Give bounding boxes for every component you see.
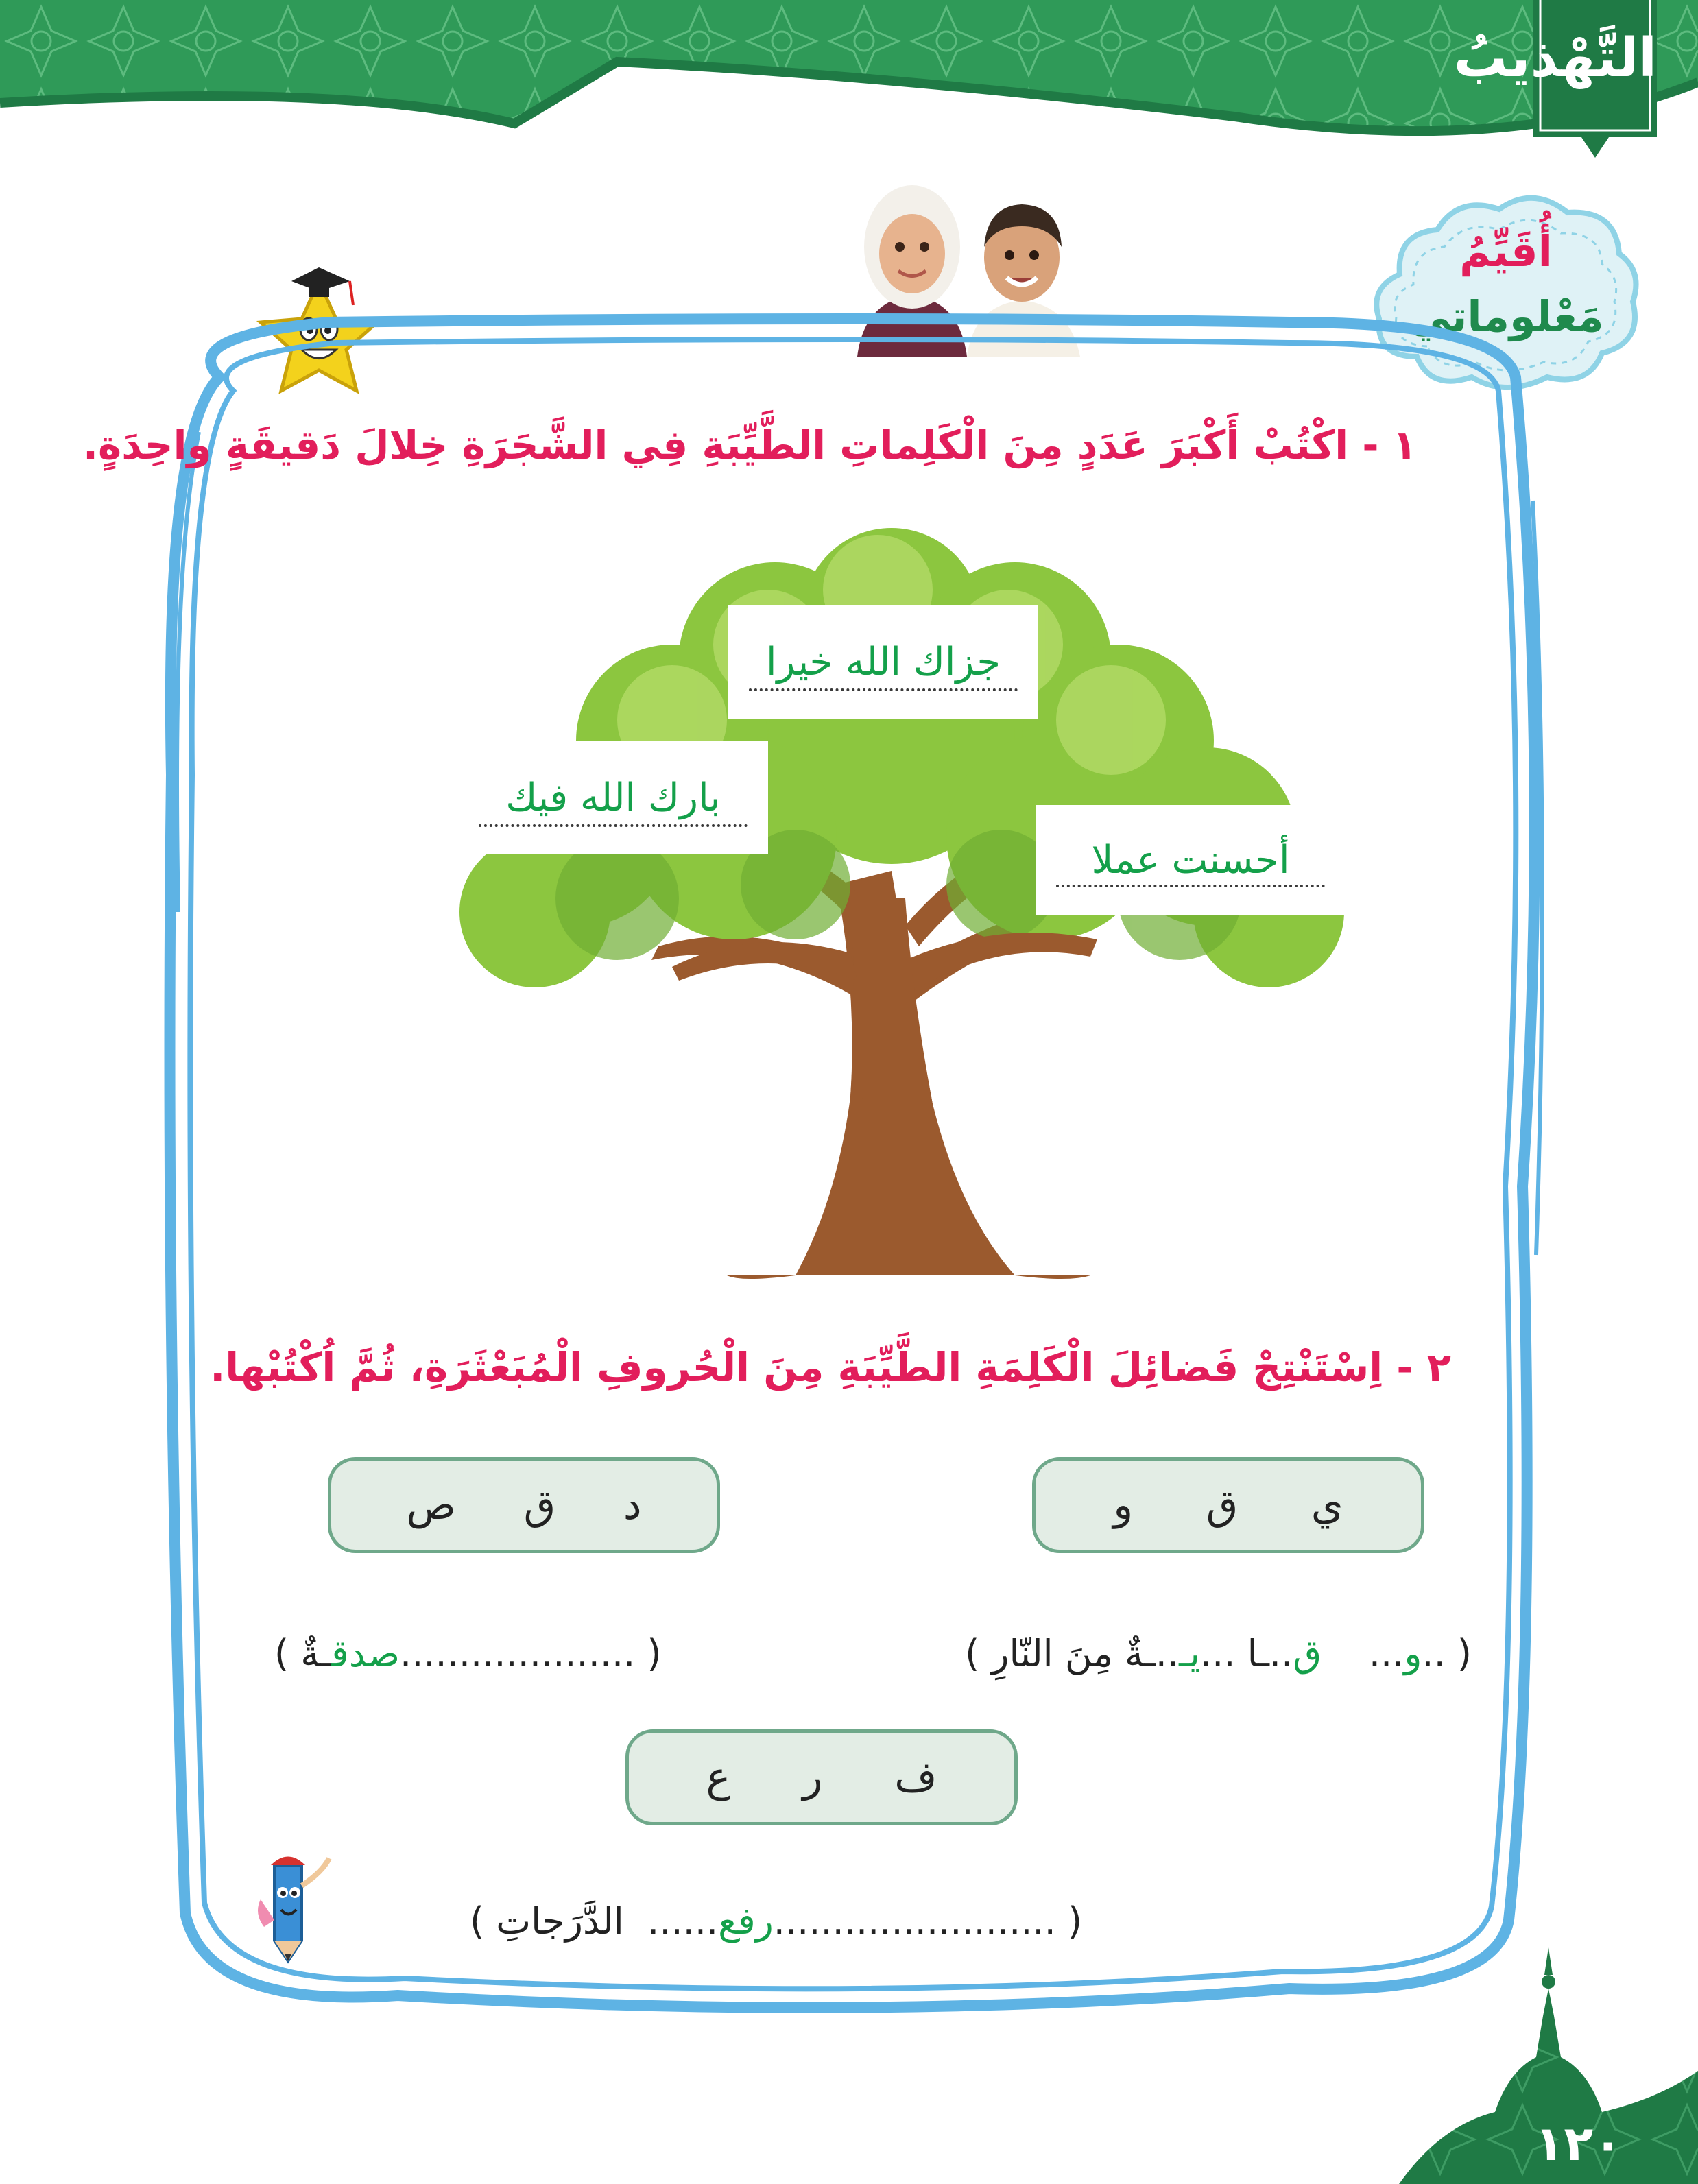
paren-close: )	[274, 1632, 289, 1675]
paren-open: (	[1457, 1632, 1472, 1675]
letter: ر	[802, 1753, 823, 1801]
answer-suffix: ـةٌ	[300, 1632, 332, 1675]
letter-box-1	[1032, 1457, 1424, 1553]
answer-letter-waw: و	[1404, 1632, 1422, 1675]
paren-close: )	[470, 1899, 485, 1943]
letter: ص	[406, 1481, 456, 1529]
dots: ........................	[773, 1899, 1056, 1943]
pencil-mascot-icon	[233, 1845, 343, 1968]
badge-line-1: أُقَيِّمُ	[1459, 226, 1553, 276]
paren-close: )	[965, 1632, 980, 1675]
dots: ......	[647, 1899, 719, 1943]
letter: ق	[1206, 1481, 1239, 1529]
answer-letter-qaf: ق	[1293, 1632, 1322, 1675]
tree-answer-box-3[interactable]	[1036, 805, 1346, 915]
dotted-line	[749, 688, 1018, 691]
letter: ف	[894, 1753, 937, 1801]
page-number: ١٢٠	[1534, 2115, 1623, 2172]
question-2: ٢ - اِسْتَنْتِجْ فَضائِلَ الْكَلِمَةِ الطَّيِّبَةِ مِنَ الْحُروفِ الْمُبَعْثَرَةِ، ثُمَّ اُكْتُبْها.	[210, 1344, 1451, 1391]
dotted-line	[1056, 885, 1325, 887]
subject-title: التَّهْذيبُ	[1453, 27, 1657, 89]
answer-suffix: الدَّرَجاتِ	[496, 1899, 624, 1943]
tree-answer-box-1[interactable]	[728, 605, 1038, 719]
question-1: ١ - اكْتُبْ أَكْبَرَ عَدَدٍ مِنَ الْكَلِماتِ الطَّيِّبَةِ فِي الشَّجَرَةِ خِلالَ دَقيقَةٍ واحِدَةٍ.	[83, 422, 1417, 468]
dots: ..	[1422, 1632, 1446, 1675]
letter: و	[1113, 1481, 1134, 1529]
badge-line-2: مَعْلوماتي	[1408, 291, 1604, 341]
letter-box-2	[328, 1457, 720, 1553]
letter: ع	[706, 1753, 731, 1801]
dots: ...	[1322, 1632, 1404, 1675]
tree-answer-1: جزاك الله خيرا	[766, 639, 1001, 684]
letter: ق	[523, 1481, 556, 1529]
letter: د	[623, 1481, 642, 1529]
tree-answer-box-2[interactable]	[458, 741, 768, 854]
paren-open: (	[647, 1632, 662, 1675]
dotted-line	[479, 824, 748, 827]
tree-answer-3: أحسنت عملا	[1091, 837, 1290, 883]
answer-fragment: ..ـا ...	[1200, 1632, 1293, 1675]
tree-answer-2: بارك الله فيك	[505, 775, 721, 820]
answer-fragment: ..ـةٌ مِنَ النّارِ	[991, 1632, 1180, 1675]
answer-line-3[interactable]	[470, 1899, 1082, 1943]
header-pattern-band	[0, 0, 1698, 165]
answer-word: صدق	[331, 1632, 400, 1675]
answer-line-2[interactable]	[274, 1632, 662, 1675]
letter-box-3	[625, 1729, 1018, 1825]
letter: ي	[1311, 1481, 1343, 1529]
answer-word: رفع	[718, 1899, 774, 1943]
dots: ....................	[400, 1632, 636, 1675]
answer-letter-ya: يـ	[1179, 1632, 1200, 1675]
answer-line-1[interactable]	[965, 1632, 1472, 1675]
paren-open: (	[1067, 1899, 1083, 1943]
